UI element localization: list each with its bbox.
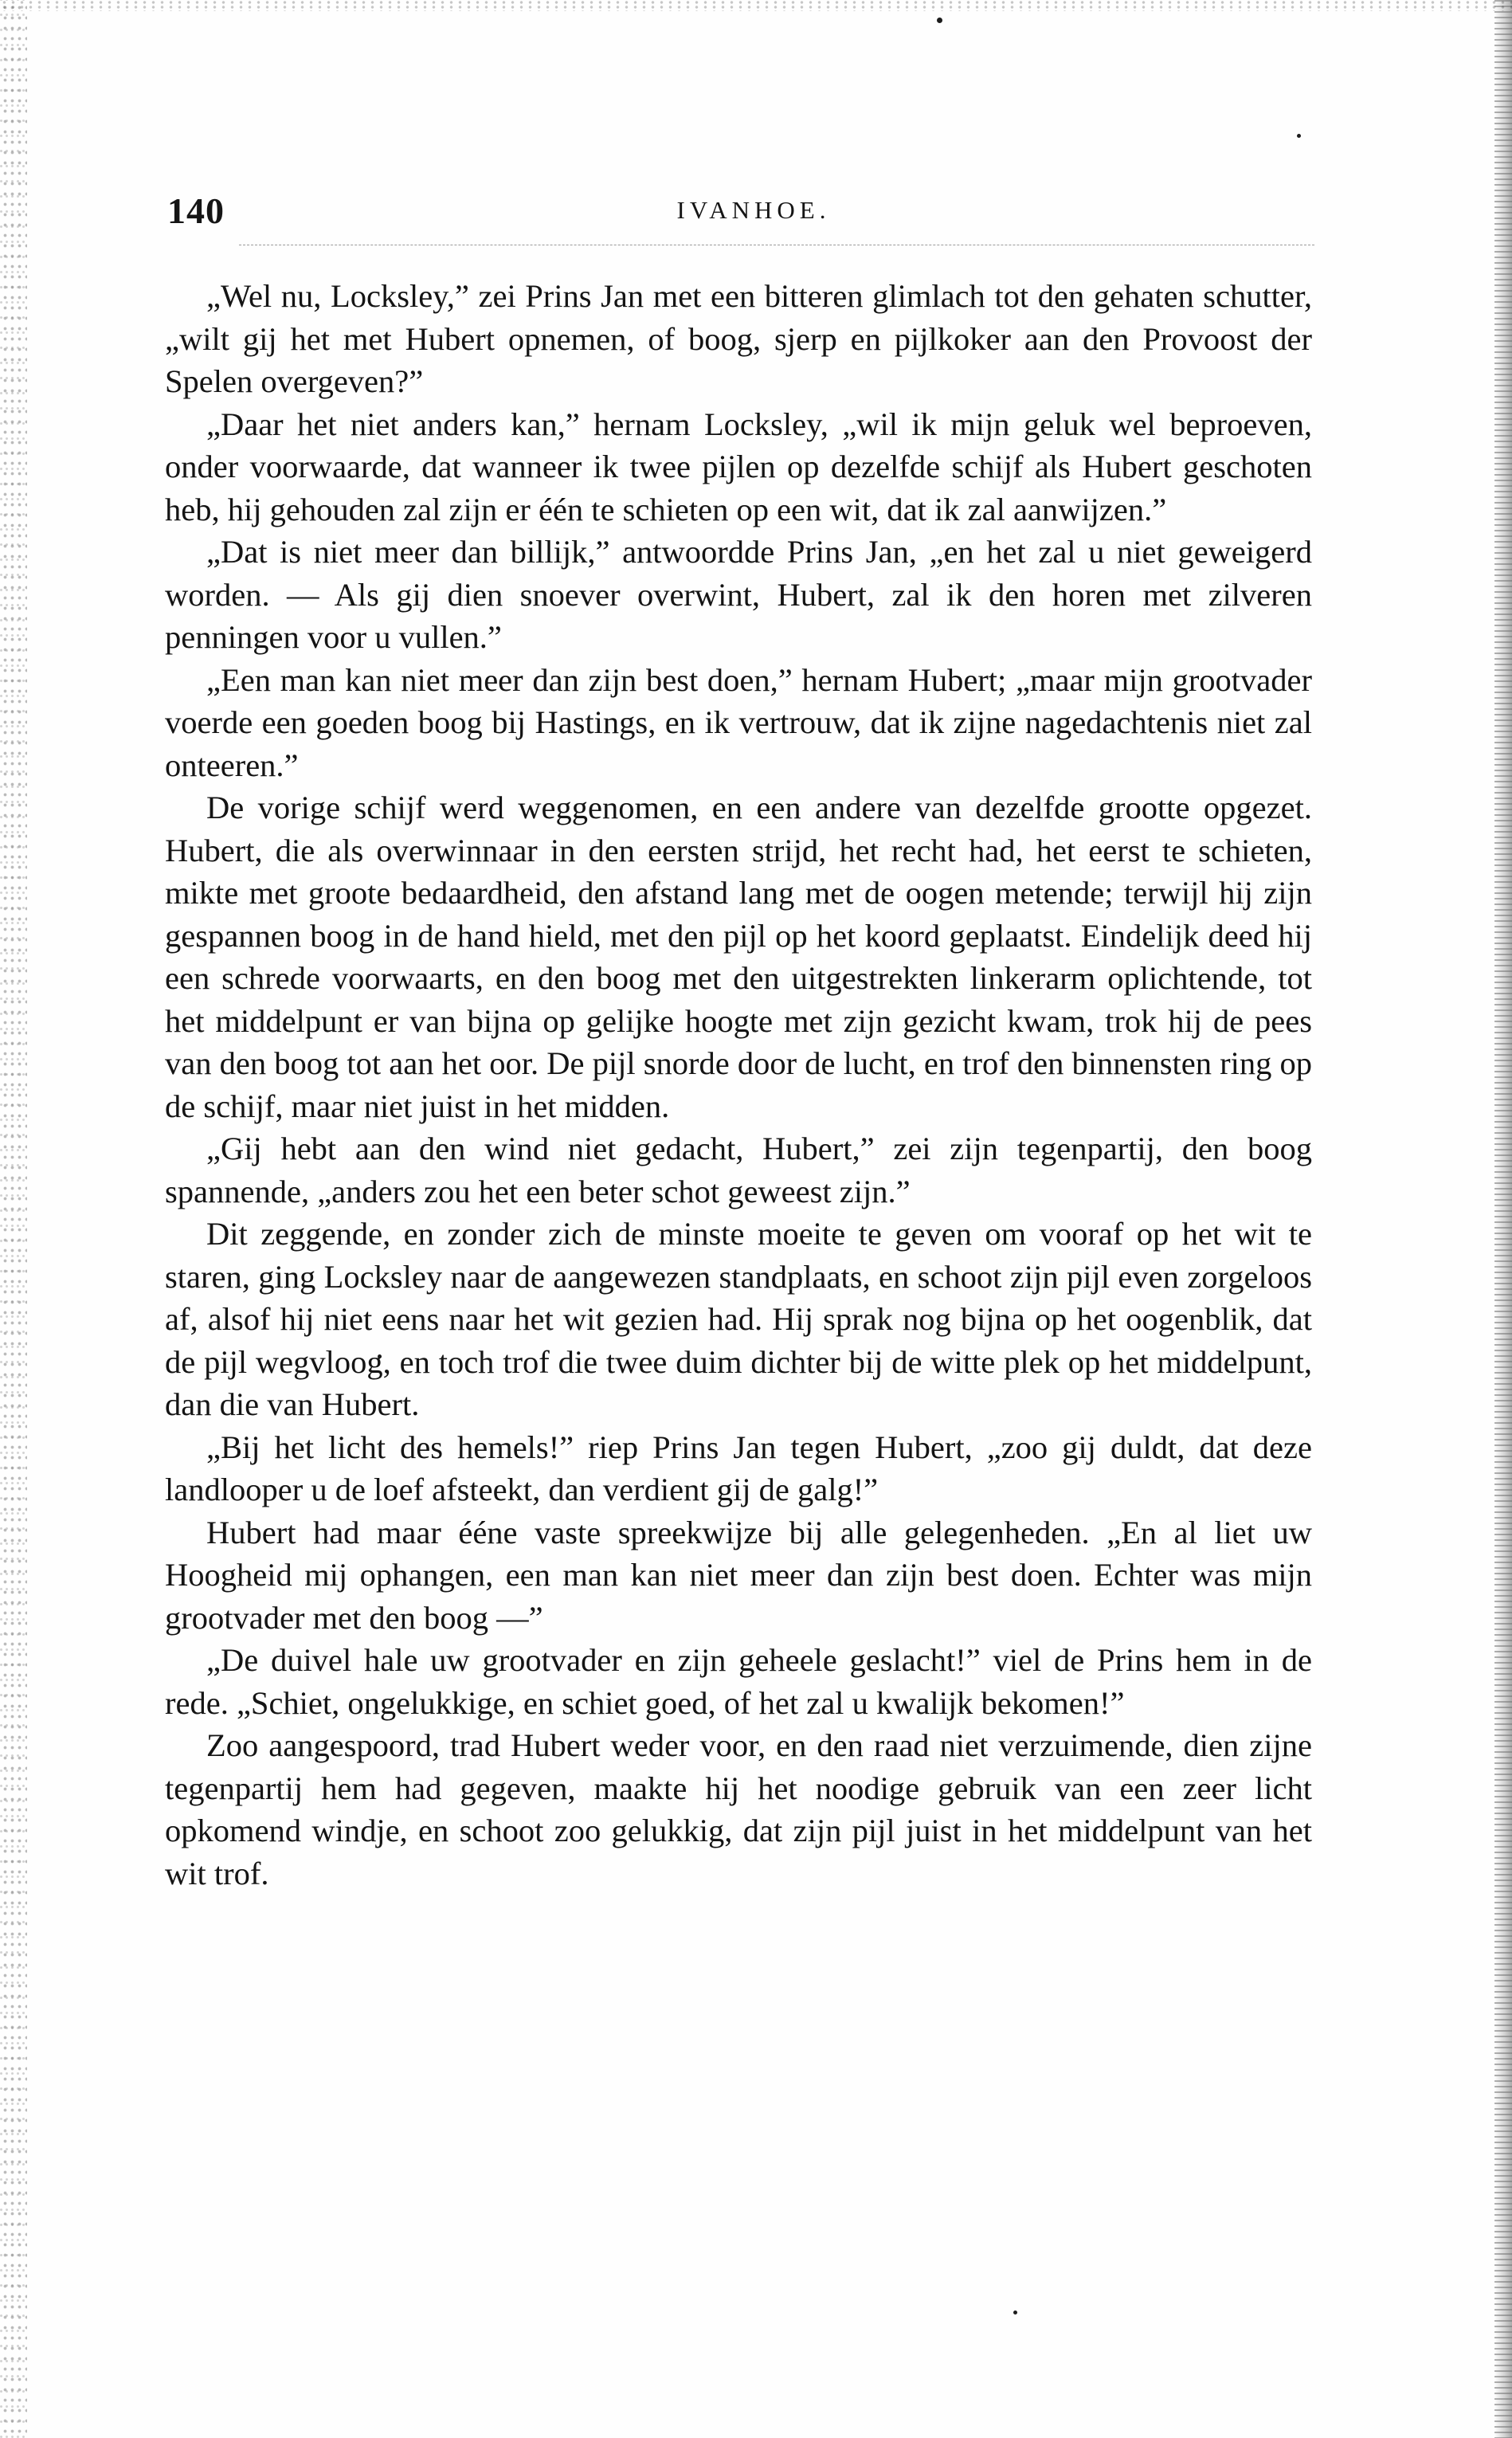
paragraph: „Een man kan niet meer dan zijn best doen,” hernam Hubert; „maar mijn grootvader voerde een goeden boog bij Hastings, en ik vertrouw, dat ik zijne nagedachtenis niet zal onteeren.” (165, 661, 1312, 783)
paragraph: „Gij hebt aan den wind niet gedacht, Hubert,” zei zijn tegenpartij, den boog spannende, „anders zou het een beter schot geweest zijn.” (165, 1131, 1312, 1209)
page-header (167, 190, 1314, 237)
paragraph: Dit zeggende, en zonder zich de minste moeite te geven om vooraf op het wit te staren, ging Locksley naar de aangewezen standplaats, en schoot zijn pijl even zorgeloos af, alsof hij niet eens naar het wit gezien had. Hij sprak nog bijna op het oogenblik, dat de pijl wegvloog, en toch trof die twee duim dichter bij de witte plek op het middelpunt, dan die van Hubert. (165, 1216, 1312, 1422)
scan-speck (1297, 134, 1301, 138)
scan-edge-left (0, 0, 27, 2438)
paragraph: „Wel nu, Locksley,” zei Prins Jan met een bitteren glimlach tot den gehaten schutter, „wilt gij het met Hubert opnemen, of boog, sjerp en pijlkoker aan den Provoost der Spelen overgeven?” (165, 278, 1312, 399)
body-text (165, 275, 1312, 1895)
page-number: 140 (167, 190, 225, 231)
paragraph: „De duivel hale uw grootvader en zijn geheele geslacht!” viel de Prins hem in de rede. „Schiet, ongelukkige, en schiet goed, of het zal u kwalijk bekomen!” (165, 1642, 1312, 1721)
paragraph: Hubert had maar ééne vaste spreekwijze bij alle gelegenheden. „En al liet uw Hoogheid mij ophangen, een man kan niet meer dan zijn best doen. Echter was mijn grootvader met den boog —” (165, 1514, 1312, 1636)
scan-edge-top (0, 0, 1512, 11)
scan-edge-right (1494, 0, 1512, 2438)
scan-speck (1013, 2311, 1017, 2315)
paragraph: De vorige schijf werd weggenomen, en een andere van dezelfde grootte opgezet. Hubert, die als overwinnaar in den eersten strijd, het recht had, het eerst te schieten, mikte met groote bedaardheid, den afstand lang met de oogen metende; terwijl hij zijn gespannen boog in de hand hield, met den pijl op het koord geplaatst. Eindelijk deed hij een schrede voorwaarts, en den boog met den uitgestrekten linkerarm oplichtende, tot het middelpunt er van bijna op gelijke hoogte met zijn gezicht kwam, trok hij de pees van den boog tot aan het oor. De pijl snorde door de lucht, en trof den binnensten ring op de schijf, maar niet juist in het midden. (165, 790, 1312, 1124)
scan-speck (937, 18, 942, 23)
paragraph: „Bij het licht des hemels!” riep Prins Jan tegen Hubert, „zoo gij duldt, dat deze landlooper u de loef afsteekt, dan verdient gij de galg!” (165, 1429, 1312, 1507)
paragraph: Zoo aangespoord, trad Hubert weder voor, en den raad niet verzuimende, dien zijne tegenpartij hem had gegeven, maakte hij het noodige gebruik van een zeer licht opkomend windje, en schoot zoo gelukkig, dat zijn pijl juist in het middelpunt van het wit trof. (165, 1727, 1312, 1891)
running-title: IVANHOE. (676, 196, 831, 224)
paragraph: „Dat is niet meer dan billijk,” antwoordde Prins Jan, „en het zal u niet geweigerd worden. — Als gij dien snoever overwint, Hubert, zal ik den horen met zilveren penningen voor u vullen.” (165, 534, 1312, 655)
paragraph: „Daar het niet anders kan,” hernam Locksley, „wil ik mijn geluk wel beproeven, onder voorwaarde, dat wanneer ik twee pijlen op dezelfde schijf als Hubert geschoten heb, hij gehouden zal zijn er één te schieten op een wit, dat ik zal aanwijzen.” (165, 406, 1312, 527)
